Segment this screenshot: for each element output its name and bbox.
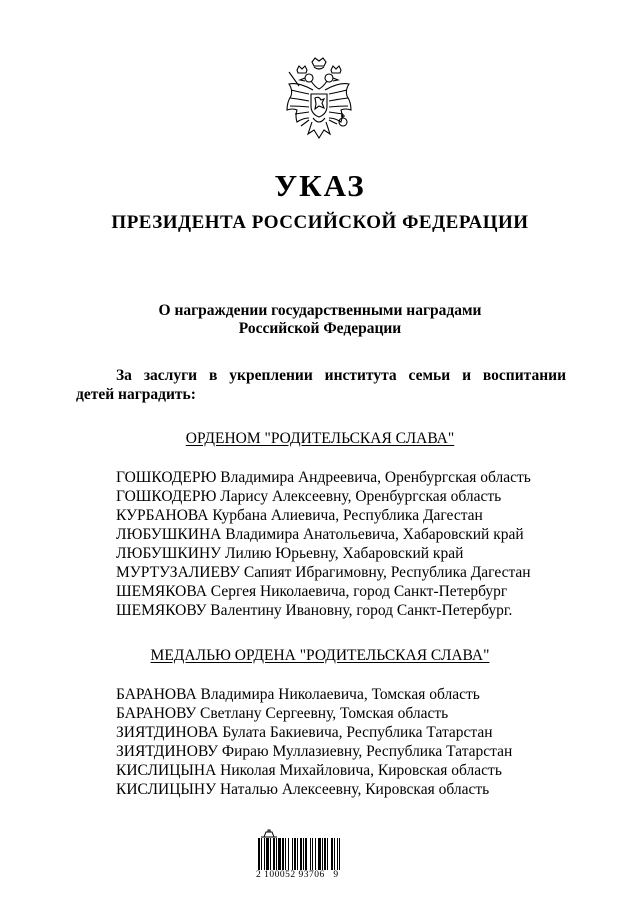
recipient-item: ЛЮБУШКИНУ Лилию Юрьевну, Хабаровский край (116, 545, 464, 562)
decree-preamble (76, 366, 566, 404)
preamble-line: За заслуги в укреплении института семьи и воспитании (116, 367, 566, 384)
recipient-item: ШЕМЯКОВУ Валентину Ивановну, город Санкт-Петербург. (116, 602, 513, 619)
recipient-item: ГОШКОДЕРЮ Владимира Андреевича, Оренбургская область (116, 469, 531, 486)
recipient-list-order (116, 468, 531, 620)
recipient-list-medal (116, 685, 512, 799)
award-heading-medal: МЕДАЛЬЮ ОРДЕНА "РОДИТЕЛЬСКАЯ СЛАВА" (150, 647, 490, 664)
recipient-item: ЗИЯТДИНОВА Булата Бакиевича, Республика Татарстан (116, 724, 493, 741)
recipient-item: БАРАНОВУ Светлану Сергеевну, Томская область (116, 705, 449, 722)
recipient-item: МУРТУЗАЛИЕВУ Сапият Ибрагимовну, Республика Дагестан (116, 564, 531, 581)
barcode-icon (258, 838, 380, 870)
document-issuer: ПРЕЗИДЕНТА РОССИЙСКОЙ ФЕДЕРАЦИИ (111, 212, 529, 233)
russian-coat-of-arms-icon (279, 56, 359, 146)
recipient-item: ЗИЯТДИНОВУ Фираю Муллазиевну, Республика Татарстан (116, 743, 513, 760)
document-title: УКАЗ (274, 168, 366, 203)
decree-subject-line: Российской Федерации (238, 320, 402, 337)
coat-of-arms-emblem (279, 56, 359, 146)
barcode-number: 2 100052 93706 9 (256, 870, 339, 880)
preamble-line: детей наградить: (76, 386, 196, 403)
decree-subject-line: О награждении государственными наградами (158, 302, 482, 319)
recipient-item: КИСЛИЦЫНУ Наталью Алексеевну, Кировская область (116, 781, 490, 798)
recipient-item: ШЕМЯКОВА Сергея Николаевича, город Санкт-Петербург (116, 583, 508, 600)
award-heading-order: ОРДЕНОМ "РОДИТЕЛЬСКАЯ СЛАВА" (185, 430, 455, 447)
recipient-item: БАРАНОВА Владимира Николаевича, Томская область (116, 686, 480, 703)
recipient-item: КУРБАНОВА Курбана Алиевича, Республика Дагестан (116, 507, 483, 524)
recipient-item: КИСЛИЦЫНА Николая Михайловича, Кировская область (116, 762, 502, 779)
decree-subject (0, 302, 640, 338)
recipient-item: ГОШКОДЕРЮ Ларису Алексеевну, Оренбургская область (116, 488, 502, 505)
recipient-item: ЛЮБУШКИНА Владимира Анатольевича, Хабаровский край (116, 526, 524, 543)
print-mark-icon (259, 826, 279, 836)
